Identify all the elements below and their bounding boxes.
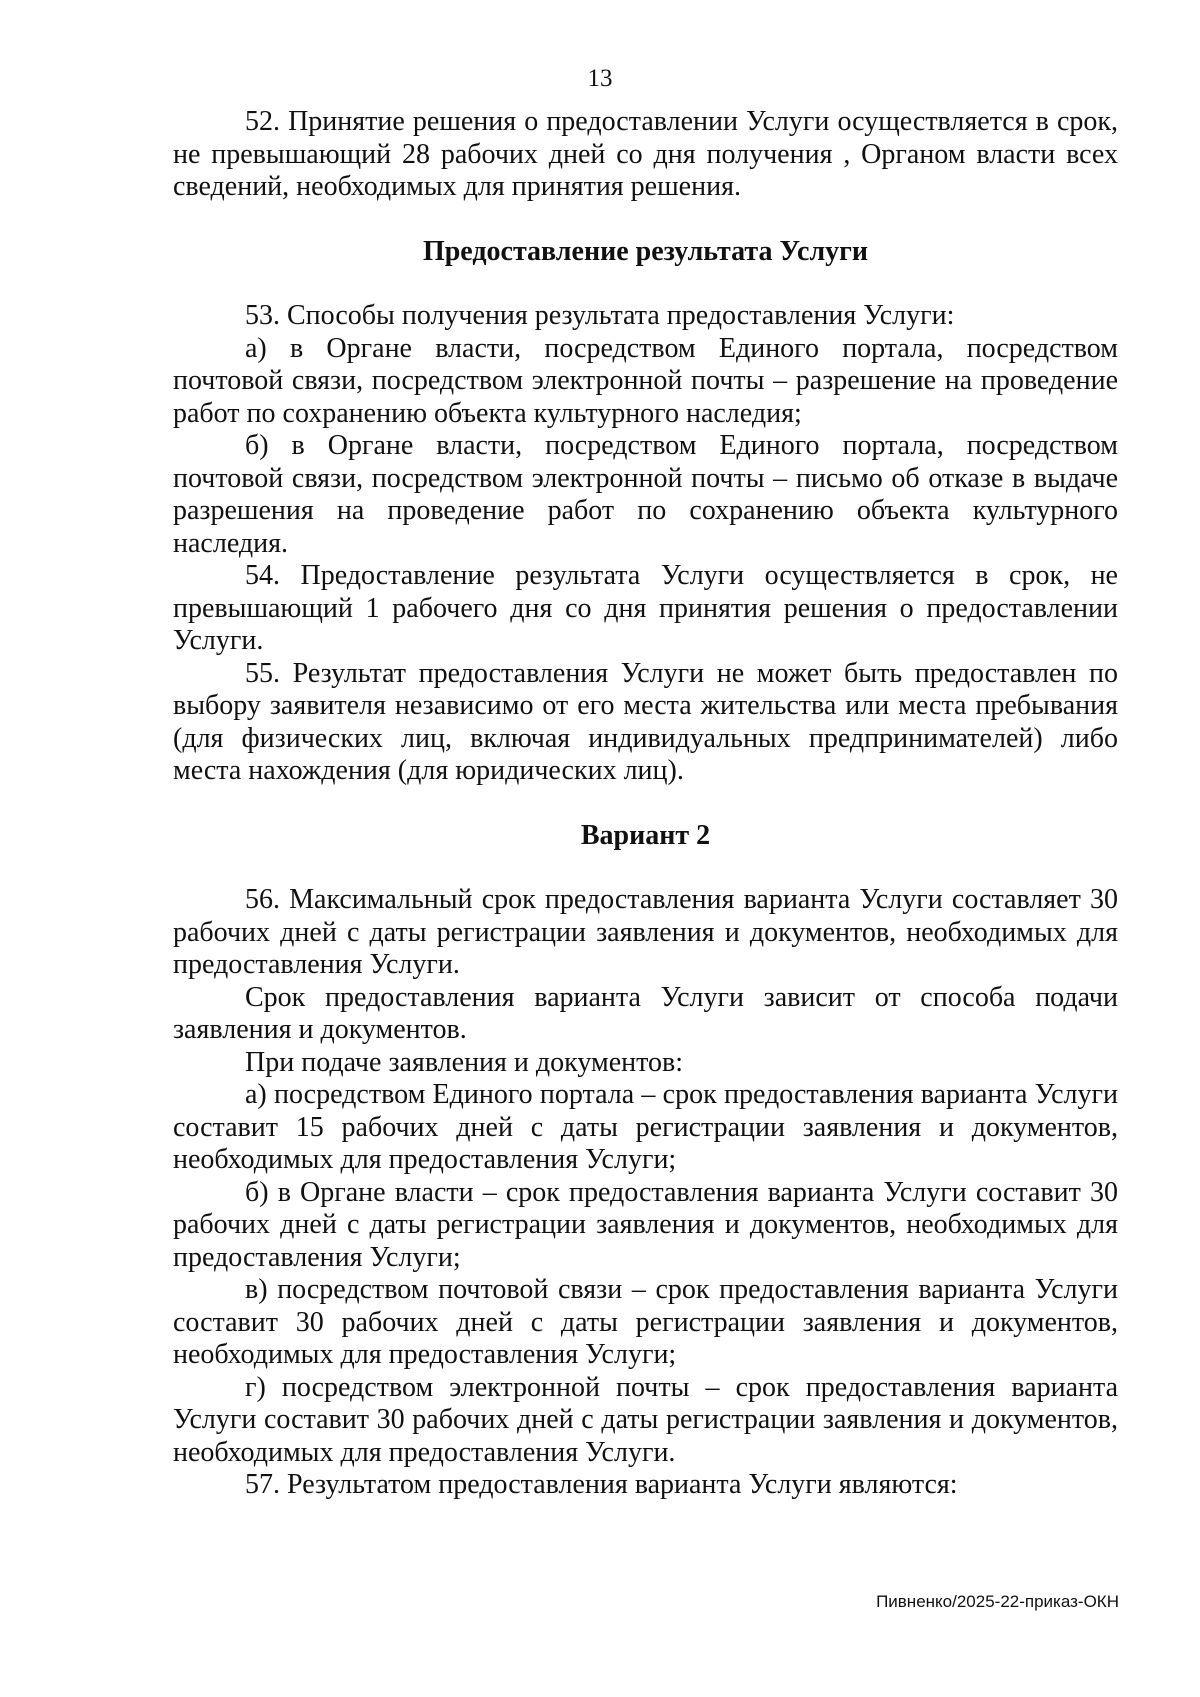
page-number: 13: [587, 65, 613, 92]
section-heading-variant-2: Вариант 2: [580, 819, 711, 851]
paragraph-56-when: При подаче заявления и документов:: [245, 1046, 683, 1078]
paragraph-56: 56. Максимальный срок предоставления варианта Услуги составляет 30 рабочих дней с даты регистрации заявления и документов, необходимых для предоставления Услуги.: [173, 884, 1118, 980]
paragraph-53: 53. Способы получения результата предоставления Услуги:: [245, 300, 955, 331]
paragraph-57: 57. Результатом предоставления варианта Услуги являются:: [245, 1469, 958, 1500]
paragraph-53-b: б) в Органе власти, посредством Единого портала, посредством почтовой связи, посредством электронной почты – письмо об отказе в выдаче разрешения на проведение работ по сохранению объекта культурного наследия.: [173, 430, 1118, 559]
paragraph-56-b: б) в Органе власти – срок предоставления варианта Услуги составит 30 рабочих дней с даты регистрации заявления и документов, необходимых для предоставления Услуги;: [173, 1176, 1118, 1273]
paragraph-55: 55. Результат предоставления Услуги не может быть предоставлен по выбору заявителя независимо от его места жительства или места пребывания (для физических лиц, включая индивидуальных предпринимателей) либо места нахождения (для юридических лиц).: [173, 657, 1118, 786]
paragraph-52: 52. Принятие решения о предоставлении Услуги осуществляется в срок, не превышающий 28 рабочих дней со дня получения , Органом власти всех сведений, необходимых для принятия решения.: [173, 106, 1118, 202]
paragraph-53-a: а) в Органе власти, посредством Единого портала, посредством почтовой связи, посредством электронной почты – разрешение на проведение работ по сохранению объекта культурного наследия;: [173, 332, 1118, 429]
section-heading-result: Предоставление результата Услуги: [422, 235, 869, 267]
document-body: [173, 106, 1118, 1502]
paragraph-56-c: в) посредством почтовой связи – срок предоставления варианта Услуги составит 30 рабочих дней с даты регистрации заявления и документов, необходимых для предоставления Услуги;: [173, 1274, 1118, 1370]
paragraph-56-d: г) посредством электронной почты – срок предоставления варианта Услуги составит 30 рабочих дней с даты регистрации заявления и документов, необходимых для предоставления Услуги.: [173, 1371, 1118, 1468]
paragraph-54: 54. Предоставление результата Услуги осуществляется в срок, не превышающий 1 рабочего дня со дня принятия решения о предоставлении Услуги.: [173, 560, 1118, 656]
paragraph-56-term: Срок предоставления варианта Услуги зависит от способа подачи заявления и документов.: [173, 981, 1118, 1045]
document-footer-id: Пивненко/2025-22-приказ-ОКН: [876, 1592, 1119, 1611]
paragraph-56-a: а) посредством Единого портала – срок предоставления варианта Услуги составит 15 рабочих дней с даты регистрации заявления и документов, необходимых для предоставления Услуги;: [173, 1079, 1118, 1175]
